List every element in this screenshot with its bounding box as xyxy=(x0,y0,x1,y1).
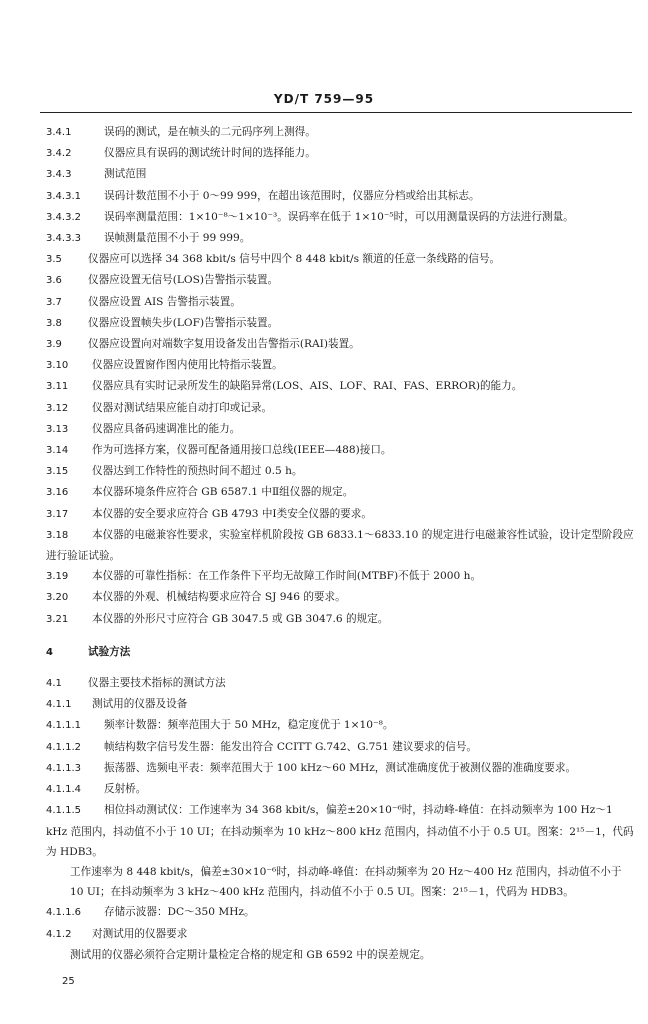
section-number: 4 xyxy=(46,646,53,658)
clause-number: 3.14 xyxy=(46,445,69,457)
clause-number: 3.21 xyxy=(46,613,69,625)
clause-number: 3.9 xyxy=(46,339,62,351)
section-heading xyxy=(46,642,636,663)
clause-number: 4.1.1.5 xyxy=(46,805,81,817)
clause-text: 误码的测试，是在帧头的二元码序列上测得。 xyxy=(104,126,316,138)
clause-text: 仪器达到工作特性的预热时间不超过 0.5 h。 xyxy=(92,465,303,478)
clause-text: 帧结构数字信号发生器：能发出符合 CCITT G.742、G.751 建议要求的信号。 xyxy=(104,740,478,753)
clause-text: 本仪器的安全要求应符合 GB 4793 中Ⅰ类安全仪器的要求。 xyxy=(92,507,372,520)
clause-text: 误码计数范围不小于 0～99 999，在超出该范围时，仪器应分档或给出其标志。 xyxy=(104,189,480,202)
clause-number: 4.1.1.2 xyxy=(46,741,81,753)
clause-number: 3.19 xyxy=(46,571,69,583)
clause-number: 3.7 xyxy=(46,296,62,308)
clause-text: 作为可选择方案，仪器可配备通用接口总线(IEEE—488)接口。 xyxy=(92,444,392,457)
clause-text: 本仪器环境条件应符合 GB 6587.1 中Ⅱ组仪器的规定。 xyxy=(92,486,354,499)
clause-text: 振荡器、选频电平表：频率范围大于 100 kHz～60 MHz，测试准确度优于被测仪器的准确度要求。 xyxy=(104,761,577,774)
clause-number: 3.16 xyxy=(46,487,69,499)
clause-number: 3.4.3.1 xyxy=(46,190,81,202)
clause-text: 本仪器的外形尺寸应符合 GB 3047.5 或 GB 3047.6 的规定。 xyxy=(92,612,389,625)
clause-text: 测试用的仪器及设备 xyxy=(92,698,188,711)
clause-text: 仪器应设置无信号(LOS)告警指示装置。 xyxy=(88,274,279,287)
clause-text: 反射桥。 xyxy=(104,783,147,796)
clause-text: 本仪器的电磁兼容性要求，实验室样机阶段按 GB 6833.1～6833.10 的规定进行电磁兼容性试验，设计定型阶段应进行验证试验。 xyxy=(46,528,634,563)
clause-number: 3.4.1 xyxy=(46,127,72,138)
clause-text: 误码率测量范围：1×10⁻⁸～1×10⁻³。误码率在低于 1×10⁻⁵时，可以用测量误码的方法进行测量。 xyxy=(104,210,574,223)
clause-number: 3.17 xyxy=(46,508,69,520)
clause-text: 测试范围 xyxy=(104,168,147,181)
clause-number: 3.13 xyxy=(46,423,69,435)
clause-number: 3.20 xyxy=(46,592,69,604)
section-title: 试验方法 xyxy=(88,645,131,658)
paragraph-rate: 工作速率为 8 448 kbit/s，偏差±30×10⁻⁶时，抖动峰-峰值：在抖动频率为 20 Hz～400 Hz 范围内，抖动值不小于 10 UI；在抖动频率为 3 kHz～400 kHz 范围内，抖动值不小于 0.5 UI。图案：2¹⁵－1，代码为 HDB3。 xyxy=(70,865,622,899)
clause-number: 4.1.2 xyxy=(46,928,72,940)
clause-number: 3.4.3.3 xyxy=(46,233,81,245)
clause-text: 本仪器的外观、机械结构要求应符合 SJ 946 的要求。 xyxy=(92,591,346,604)
clause-number: 3.6 xyxy=(46,275,62,287)
clause-text: 对测试用的仪器要求 xyxy=(92,927,188,940)
clause-number: 3.4.3 xyxy=(46,169,72,181)
clause-text: 仪器应设置 AIS 告警指示装置。 xyxy=(88,295,241,308)
clause-number: 3.4.2 xyxy=(46,148,72,160)
clause-text: 仪器对测试结果应能自动打印或记录。 xyxy=(92,401,273,414)
clause-number: 4.1 xyxy=(46,678,62,690)
clause-number: 3.4.3.2 xyxy=(46,211,81,223)
clause-number: 3.8 xyxy=(46,317,62,329)
clause-text: 仪器应具有实时记录所发生的缺陷异常(LOS、AIS、LOF、RAI、FAS、ERROR)的能力。 xyxy=(92,380,523,393)
header-rule xyxy=(40,112,632,113)
clause-number: 4.1.1.6 xyxy=(46,907,81,919)
clause-text: 相位抖动测试仪：工作速率为 34 368 kbit/s，偏差±20×10⁻⁶时，抖动峰-峰值：在抖动频率为 100 Hz～1 kHz 范围内，抖动值不小于 10 UI；在抖动频率为 10 kHz～800 kHz 范围内，抖动值不小于 0.5 UI。图案：2¹⁵－1，代码为 HDB3。 xyxy=(46,804,634,858)
clause-number: 3.18 xyxy=(46,529,69,541)
clause-text: 仪器应设置窗作图内使用比特指示装置。 xyxy=(92,359,283,372)
clause-number: 4.1.1.3 xyxy=(46,762,81,774)
paragraph-requirement: 测试用的仪器必须符合定期计量检定合格的规定和 GB 6592 中的误差规定。 xyxy=(70,948,431,961)
clause-text: 频率计数器：频率范围大于 50 MHz，稳定度优于 1×10⁻⁸。 xyxy=(104,719,394,732)
clause-text: 存储示波器：DC～350 MHz。 xyxy=(104,906,255,919)
clause-text: 仪器应可以选择 34 368 kbit/s 信号中四个 8 448 kbit/s 额道的任意一条线路的信号。 xyxy=(88,253,501,266)
clause-number: 4.1.1.1 xyxy=(46,720,81,732)
document-body xyxy=(46,122,636,965)
clause-text: 仪器主要技术指标的测试方法 xyxy=(88,677,226,690)
clause-text: 仪器应具有误码的测试统计时间的选择能力。 xyxy=(104,147,316,160)
clause-number: 3.12 xyxy=(46,402,69,414)
clause-number: 4.1.1.4 xyxy=(46,784,81,796)
clause-number: 4.1.1 xyxy=(46,699,72,711)
clause-number: 3.11 xyxy=(46,381,69,393)
page-number: 25 xyxy=(62,976,75,987)
clause-text: 仪器应设置向对端数字复用设备发出告警指示(RAI)装置。 xyxy=(88,338,360,351)
clause-text: 仪器应设置帧失步(LOF)告警指示装置。 xyxy=(88,316,279,329)
clause-text: 本仪器的可靠性指标：在工作条件下平均无故障工作时间(MTBF)不低于 2000 h。 xyxy=(92,570,482,583)
clause-number: 3.5 xyxy=(46,254,62,266)
clause-text: 误帧测量范围不小于 99 999。 xyxy=(104,232,251,245)
clause-text: 仪器应具备码速调准比的能力。 xyxy=(92,422,241,435)
standard-header: YD/T 759—95 xyxy=(273,92,375,106)
clause-number: 3.15 xyxy=(46,466,69,478)
clause-number: 3.10 xyxy=(46,360,69,372)
